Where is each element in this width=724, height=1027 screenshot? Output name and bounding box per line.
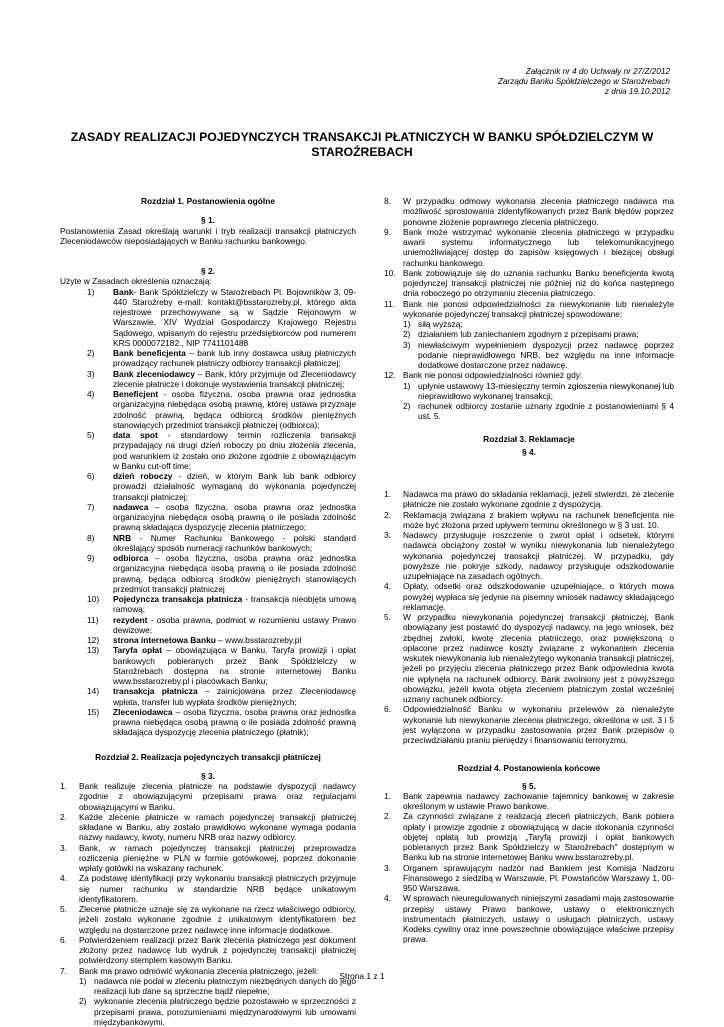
list-item	[60, 812, 356, 843]
definition-number: 15)	[87, 706, 100, 717]
definition-number: 13)	[87, 645, 100, 656]
paragraph-1-number: § 1.	[201, 215, 215, 226]
sublist-item-text: siłą wyższą;	[418, 319, 463, 329]
definition-item	[87, 635, 356, 645]
paragraph-2-intro: Użyte w Zasadach określenia oznaczają:	[60, 276, 212, 287]
list-item-number: 2.	[384, 509, 391, 520]
list-item-number: 8.	[384, 196, 391, 206]
definition-text	[113, 471, 356, 502]
paragraph-4-list	[384, 489, 674, 745]
list-item-number: 7.	[60, 965, 67, 976]
list-item-number: 3.	[384, 530, 391, 540]
definition-number: 14)	[87, 686, 100, 697]
list-item-text: Organem sprawującym nadzór nad Bankiem jest Komisja Nadzoru Finansowego z siedzibą w Warszawie, Pl. Powstańców Warszawy 1, 00-950 Warszawa.	[403, 862, 674, 893]
list-item-text: Nadawcy przysługuje roszczenie o zwrot opłat i odsetek, którymi nadawca obciążony został w wyniku niewykonania lub nienależytego wykonania pojedynczej transakcji płatniczej. W przypadku, gdy powyższe nie pokryje szkody, nadawcy przysługuje odszkodowanie uzupełniające na zasadach ogólnych.	[403, 530, 674, 581]
definition-term: Taryfa opłat	[113, 645, 163, 656]
left-column	[60, 196, 356, 1027]
definition-item	[87, 430, 356, 471]
sublist-item-number: 1)	[79, 975, 87, 986]
definition-number: 12)	[87, 635, 100, 645]
sublist-item	[384, 401, 674, 422]
document-header	[498, 67, 670, 97]
definition-number: 6)	[87, 471, 95, 481]
document-title: ZASADY REALIZACJI POJEDYNCZYCH TRANSAKCJI PŁATNICZYCH W BANKU SPÓŁDZIELCZYM W STAROŹREBACH	[70, 130, 654, 160]
definition-term: Bank beneficjenta	[113, 348, 186, 358]
definition-number: 2)	[87, 348, 95, 358]
definitions-list	[60, 287, 356, 738]
list-item-number: 5.	[60, 904, 67, 914]
sublist-item-text: upłynie ustawowy 13-miesięczny termin zgłoszenia niewykonanej lub nieprawidłowo wykonanej transakcji;	[418, 380, 674, 401]
definition-description: – Bank, który przyjmuje od Zleceniodawcy zlecenie płatnicze i dokonuje wystawienia transakcji płatniczej;	[113, 368, 356, 389]
list-item-text: W przypadku niewykonania pojedynczej transakcji płatniczej, Bank obowiązany jest postawić do dyspozycji nadawcy, na jego wniosek, bez zbędnej zwłoki, kwotę zlecenia płatniczego, oraz powiększoną o opłacone przez nadawcę koszty związane z wykonaniem zlecenia wskutek niewykonania lub nienależytego wykonania transakcji płatniczej, jeżeli po przyjęciu zlecenia płatniczego przez Bank odpowiednia kwota nie wpłynęła na rachunek odbiorcy. Bank zwolniony jest z powyższego obowiązku, jeżeli kwota objęta zleceniem płatniczym został wcześniej uznany rachunek odbiorcy.	[403, 612, 674, 704]
list-item	[384, 510, 674, 531]
definition-item	[87, 502, 356, 533]
page-number: Strona 1 z 1	[339, 971, 385, 981]
list-item	[384, 227, 674, 268]
list-item	[384, 893, 674, 944]
definition-text	[113, 645, 356, 686]
definition-description: – obowiązująca w Banku. Taryfa prowizji i opłat bankowych pobieranych przez Bank Spółdzielczy w Staroźrebach dostępna na stronie internetowej Banku www.bsstarozreby.pl i placówkach Banku;	[113, 645, 356, 686]
list-item	[384, 268, 674, 299]
list-item-number: 9.	[384, 226, 391, 237]
list-item-number: 1.	[60, 781, 67, 791]
definition-description: – osoba fizyczna, osoba prawna oraz jednostka prawna niebędąca osobą prawną o ile posiada zdolność prawną składająca dyspozycję zlecenia płatniczego (płatnik);	[113, 706, 356, 738]
list-item-text: W sprawach nieuregulowanych niniejszymi zasadami mają zastosowanie przepisy ustawy Prawo bankowe, ustawy o elektronicznych instrumentach płatniczych, ustawy o usługach płatniczych, ustawy Kodeks cywilny oraz inne powszechnie obowiązujące właściwe przepisy prawa.	[403, 893, 674, 945]
definition-term: Beneficjent	[113, 389, 159, 399]
definition-description: – zainicjowana przez Zleceniodawcę wpłata, transfer lub wypłata środków pieniężnych;	[113, 686, 356, 707]
list-item-number: 10.	[384, 267, 396, 278]
definition-term: nadawca	[113, 501, 149, 512]
definition-description: - dzień, w którym Bank lub bank odbiorcy prowadzi działalność wymaganą do wykonania pojedynczej transakcji płatniczej;	[113, 471, 356, 502]
definition-term: odbiorca	[113, 553, 149, 563]
definition-text	[113, 348, 356, 369]
list-item-text: Opłaty, odsetki oraz odszkodowanie uzupełniające, o których mowa powyżej wypłaca się jedynie na pisemny wniosek nadawcy składającego reklamację.	[403, 581, 674, 612]
definition-number: 7)	[87, 501, 95, 512]
definition-description: – osoba fizyczna, osoba prawna oraz jednostka organizacyjna niebędąca osobą prawną o ile posiada zdolność prawną, będąca odbiorcą środków pieniężnych stanowiących przedmiot transakcji płatniczej	[113, 553, 356, 594]
definition-number: 4)	[87, 389, 95, 399]
sublist-item-text: niewłaściwym wypełnieniem dyspozycji przez nadawcę poprzez podanie nieprawidłowego NRB, bez względu na inne informacje dodatkowe dostarczone przez nadawcę.	[418, 339, 674, 370]
list-item-number: 4.	[384, 581, 391, 592]
chapter-4-heading: Rozdział 4. Postanowienia końcowe	[457, 763, 601, 774]
list-item-number: 4.	[60, 873, 67, 884]
paragraph-3-item-12	[384, 370, 674, 380]
definition-term: transakcja płatnicza	[113, 686, 198, 697]
list-item-text: Bank zobowiązuje się do uznania rachunku Banku beneficjenta kwotą pojedynczej transakcji płatniczej nie później niż do końca następnego dnia roboczego po otrzymaniu zlecenia płatniczego.	[403, 267, 674, 299]
definition-number: 3)	[87, 368, 95, 379]
list-item	[384, 581, 674, 612]
paragraph-5-list	[384, 791, 674, 945]
list-item	[60, 904, 356, 935]
definition-text	[113, 594, 356, 615]
list-item-text: Każde zlecenie płatnicze w ramach pojedynczej transakcji płatniczej składane w Banku, aby zostało prawidłowo wykonane wymaga podania nazwy nadawcy, kwoty, numeru NRB oraz nazwy odbiorcy.	[79, 811, 356, 843]
definition-item	[87, 287, 356, 349]
list-item-number: 4.	[384, 893, 391, 904]
paragraph-2-number: § 2.	[201, 266, 215, 276]
definition-text	[113, 430, 356, 471]
definition-text	[113, 533, 356, 554]
list-item-number: 12.	[384, 370, 396, 381]
sublist-item	[384, 381, 674, 402]
list-item-text: Odpowiedzialność Banku w wykonaniu przelewów za nienależyte wykonanie lub niewykonanie zlecenia płatniczego, określona w ust. 3 i 5 jest wyłączona w przypadku zastosowania przez Bank przepisów o przeciwdziałaniu praniu pieniędzy i finansowaniu terroryzmu.	[403, 704, 674, 745]
list-item	[384, 791, 674, 812]
sublist-item-number: 1)	[403, 319, 411, 329]
definition-number: 11)	[87, 614, 99, 625]
definition-description: - Numer Rachunku Bankowego - polski standard określający sposób numeracji rachunków bankowych;	[113, 532, 356, 553]
definition-text	[113, 615, 356, 636]
sublist-item	[384, 329, 674, 339]
definition-text	[113, 369, 356, 390]
definition-term: rezydent	[113, 614, 148, 625]
list-item	[384, 863, 674, 894]
paragraph-3-number: § 3.	[201, 770, 215, 781]
list-item-text: Nadawca ma prawo do składania reklamacji, jeżeli stwierdzi, że zlecenie płatnicze nie zostało wykonane zgodnie z dyspozycją.	[403, 489, 674, 510]
list-item	[384, 489, 674, 510]
list-item-text: Bank ma prawo odmówić wykonania zlecenia płatniczego, jeżeli:	[79, 965, 319, 976]
header-line-2: Zarządu Banku Spółdzielczego w Staroźrebach	[497, 76, 670, 86]
list-item-text: Za czynności związane z realizacją zleceń płatniczych, Bank pobiera opłaty i prowizje zgodnie z obowiązującą w dacie dokonania czynności objętej opłatą lub prowizją „Taryfą prowizji i opłat bankowych pobieranych przez Bank Spółdzielczy w Staroźrebach" dostępnym w Banku lub na stronie internetowej Banku www.bsstarozreby.pl.	[403, 811, 674, 863]
list-item-number: 3.	[384, 862, 391, 873]
list-item	[384, 811, 674, 862]
list-item-number: 5.	[384, 612, 391, 622]
paragraph-4-number: § 4.	[522, 446, 536, 457]
definition-item	[87, 594, 356, 615]
list-item-text: Bank nie ponosi odpowiedzialności również gdy:	[403, 370, 583, 381]
definition-text	[113, 635, 356, 645]
definition-item	[87, 369, 356, 390]
list-item	[60, 781, 356, 812]
definition-item	[87, 686, 356, 707]
definition-description: - osoba fizyczna, osoba prawna oraz jednostka organizacyjna niebędąca osobą prawną, której ustawa przyznaje zdolność prawną, będąca odbiorcą środków pieniężnych stanowiących przedmiot transakcji płatniczej (odbiorca);	[113, 389, 356, 430]
definition-text	[113, 707, 356, 738]
definition-number: 1)	[87, 286, 95, 297]
list-item	[384, 612, 674, 704]
definition-description: - osoba prawna, podmiot w rozumieniu ustawy Prawo dewizowe;	[113, 614, 356, 635]
list-item-text: Bank może wstrzymać wykonanie zlecenia płatniczego w przypadku awarii systemu informatycznego lub telekomunikacyjnego uniemożliwiającej dostęp do zapisów księgowych i bieżącej obsługi rachunku bankowego.	[403, 226, 674, 268]
list-item-text: Za podstawę identyfikacji przy wykonaniu transakcji płatniczych przyjmuje się numer rachunku w standardzie NRB będące unikatowym identyfikatorem.	[79, 873, 356, 904]
paragraph-3-list	[60, 781, 356, 976]
paragraph-1-text: Postanowienia Zasad określają warunki i tryb realizacji transakcji płatniczych Zleceniodawców nieposiadających w Banku rachunku bankowego.	[60, 225, 356, 246]
sublist-item-text: rachunek odbiorcy zostanie uznany zgodnie z postanowieniami § 4 ust. 5.	[418, 401, 674, 422]
definition-term: NRB	[113, 532, 132, 543]
definition-term: Bank zleceniodawcy	[113, 368, 195, 379]
definition-number: 10)	[87, 594, 100, 604]
paragraph-3-item-12-sublist	[384, 381, 674, 422]
definition-text	[113, 287, 356, 349]
definition-term: strona internetowa Banku	[113, 635, 216, 645]
paragraph-3-item-11-sublist	[384, 319, 674, 370]
sublist-item-number: 2)	[79, 996, 87, 1007]
definition-text	[113, 389, 356, 430]
definition-term: Zleceniodawca	[113, 706, 173, 717]
sublist-item-number: 1)	[403, 380, 411, 391]
header-line-3: z dnia 19.10.2012	[604, 86, 670, 96]
sublist-item	[60, 996, 356, 1027]
definition-description: – bank lub inny dostawca usług płatniczych prowadzący rachunek płatniczy odbiorcy transakcji płatniczej;	[113, 348, 356, 369]
list-item-text: Zlecenie płatnicze uznaje się za wykonane na rzecz właściwego odbiorcy, jeżeli zostało wykonane zgodnie z unikatowym identyfikatorem bez względu na dostarczone przez nadawcę inne informacje dodatkowe.	[79, 904, 356, 935]
chapter-3-heading: Rozdział 3. Reklamacje	[483, 433, 575, 444]
paragraph-3-list-continued	[384, 196, 674, 319]
definition-item	[87, 471, 356, 502]
list-item-number: 1.	[384, 489, 391, 499]
list-item-number: 2.	[60, 811, 67, 822]
list-item	[384, 196, 674, 227]
definition-text	[113, 553, 356, 594]
list-item-number: 11.	[384, 298, 396, 309]
sublist-item-number: 2)	[403, 329, 411, 340]
list-item-text: Bank nie ponosi odpowiedzialności za niewykonanie lub nienależyte wykonanie pojedynczej transakcji płatniczej spowodowane:	[403, 298, 674, 319]
list-item-number: 6.	[60, 934, 67, 945]
definition-number: 5)	[87, 430, 95, 440]
definition-item	[87, 645, 356, 686]
list-item	[60, 843, 356, 874]
definition-term: dzień roboczy	[113, 471, 173, 481]
sublist-item	[384, 340, 674, 371]
list-item-text: Reklamacja związana z brakiem wpływu na rachunek beneficjenta nie może być złożona przed upływem terminu określonego w § 3 ust. 10.	[403, 509, 674, 530]
definition-description: - Bank Spółdzielczy w Staroźrebach Pl. Bojowników 3, 09-440 Staroźreby e-mail: kontakt@bsstarozreby.pl, którego akta rejestrowe przechowywane są w Sądzie Rejonowym w Warszawie, XIV Wydział Gospodarczy Krajowego Rejestru Sądowego, wpisanym do rejestru przedsiębiorców pod numerem KRS 0000072182., NIP 7741101488	[113, 286, 356, 348]
list-item-text: Potwierdzeniem realizacji przez Bank zlecenia płatniczego jest dokument złożony przez nadawcę lub wydruk z pojedynczej transakcji płatniczej potwierdzony stemplem kasowym Banku.	[79, 934, 356, 966]
paragraph-5-number: § 5.	[522, 780, 536, 791]
header-line-1: Załącznik nr 4 do Uchwały nr 27/Z/2012	[525, 67, 670, 76]
list-item	[384, 704, 674, 745]
list-item	[384, 370, 674, 380]
sublist-item-text: wykonanie zlecenia płatniczego będzie pozostawało w sprzeczności z przepisami prawa, porozumieniami międzynarodowymi lub umowami międzybankowymi.	[94, 996, 356, 1027]
paragraph-3-item-7-sublist	[60, 976, 356, 1027]
list-item	[60, 935, 356, 966]
sublist-item-text: nadawca nie podał w zleceniu płatniczym niezbędnych danych do jego realizacji lub dane są sprzeczne bądź niepełne;	[94, 975, 356, 996]
list-item-number: 1.	[384, 790, 391, 801]
definition-description: – osoba fizyczna, osoba prawna oraz jednostka organizacyjna niebędąca osobą prawną o ile posiada zdolność prawną składająca dyspozycję zlecenia płatniczego;	[113, 501, 356, 533]
sublist-item-number: 3)	[403, 339, 411, 350]
definition-number: 9)	[87, 553, 95, 563]
right-column	[384, 196, 674, 945]
list-item	[60, 873, 356, 904]
list-item-text: Bank realizuje zlecenia płatnicze na podstawie dyspozycji nadawcy zgodnie z obowiązującymi przepisami prawa oraz regulacjami obowiązującymi w Banku.	[79, 781, 356, 812]
definition-term: Bank	[113, 286, 134, 297]
definition-item	[87, 389, 356, 430]
list-item-number: 6.	[384, 704, 391, 715]
list-item-text: Bank zapewnia nadawcy zachowanie tajemnicy bankowej w zakresie określonym w ustawie Prawo bankowe.	[403, 790, 674, 811]
definition-description: – www.bsstarozreby.pl	[215, 635, 302, 645]
definition-text	[113, 502, 356, 533]
definition-item	[87, 348, 356, 369]
definition-description: - standardowy termin rozliczenia transakcji przypadający na drugi dzień roboczy po dniu złożenia zlecenia, pod warunkiem iż zostało ono złożone zgodnie z obowiązującym w Banku cut-off time;	[113, 430, 356, 471]
definition-item	[87, 615, 356, 636]
definition-item	[87, 553, 356, 594]
sublist-item	[384, 319, 674, 329]
sublist-item-text: działaniem lub zaniechaniem zgodnym z przepisami prawa;	[418, 329, 639, 340]
chapter-1-heading: Rozdział 1. Postanowienia ogólne	[140, 196, 276, 206]
definition-item	[87, 533, 356, 554]
list-item-number: 3.	[60, 842, 67, 853]
list-item-text: Bank, w ramach pojedynczej transakcji płatniczej przeprowadza rozliczenia pieniężne w PLN w formie gotówkowej, poprzez dokonanie wpłaty gotówki na wskazany rachunek.	[79, 842, 356, 873]
definition-item	[87, 707, 356, 738]
list-item-text: W przypadku odmowy wykonania zlecenia płatniczego nadawca ma możliwość sprostowania zidentyfikowanych przez Bank błędów poprzez ponowne złożenie poprawnego zlecenia płatniczego.	[403, 196, 674, 227]
definition-number: 8)	[87, 532, 95, 543]
list-item	[384, 299, 674, 320]
definition-term: Pojedyncza transakcja płatnicza	[113, 594, 243, 604]
chapter-2-heading: Rozdział 2. Realizacja pojedynczych transakcji płatniczej	[95, 751, 321, 762]
list-item-number: 2.	[384, 811, 391, 822]
list-item	[384, 530, 674, 581]
definition-term: data spot	[113, 430, 158, 440]
definition-text	[113, 686, 356, 707]
sublist-item-number: 2)	[403, 401, 411, 411]
definition-description: - transakcja nieobjęta umową ramową;	[113, 594, 356, 615]
